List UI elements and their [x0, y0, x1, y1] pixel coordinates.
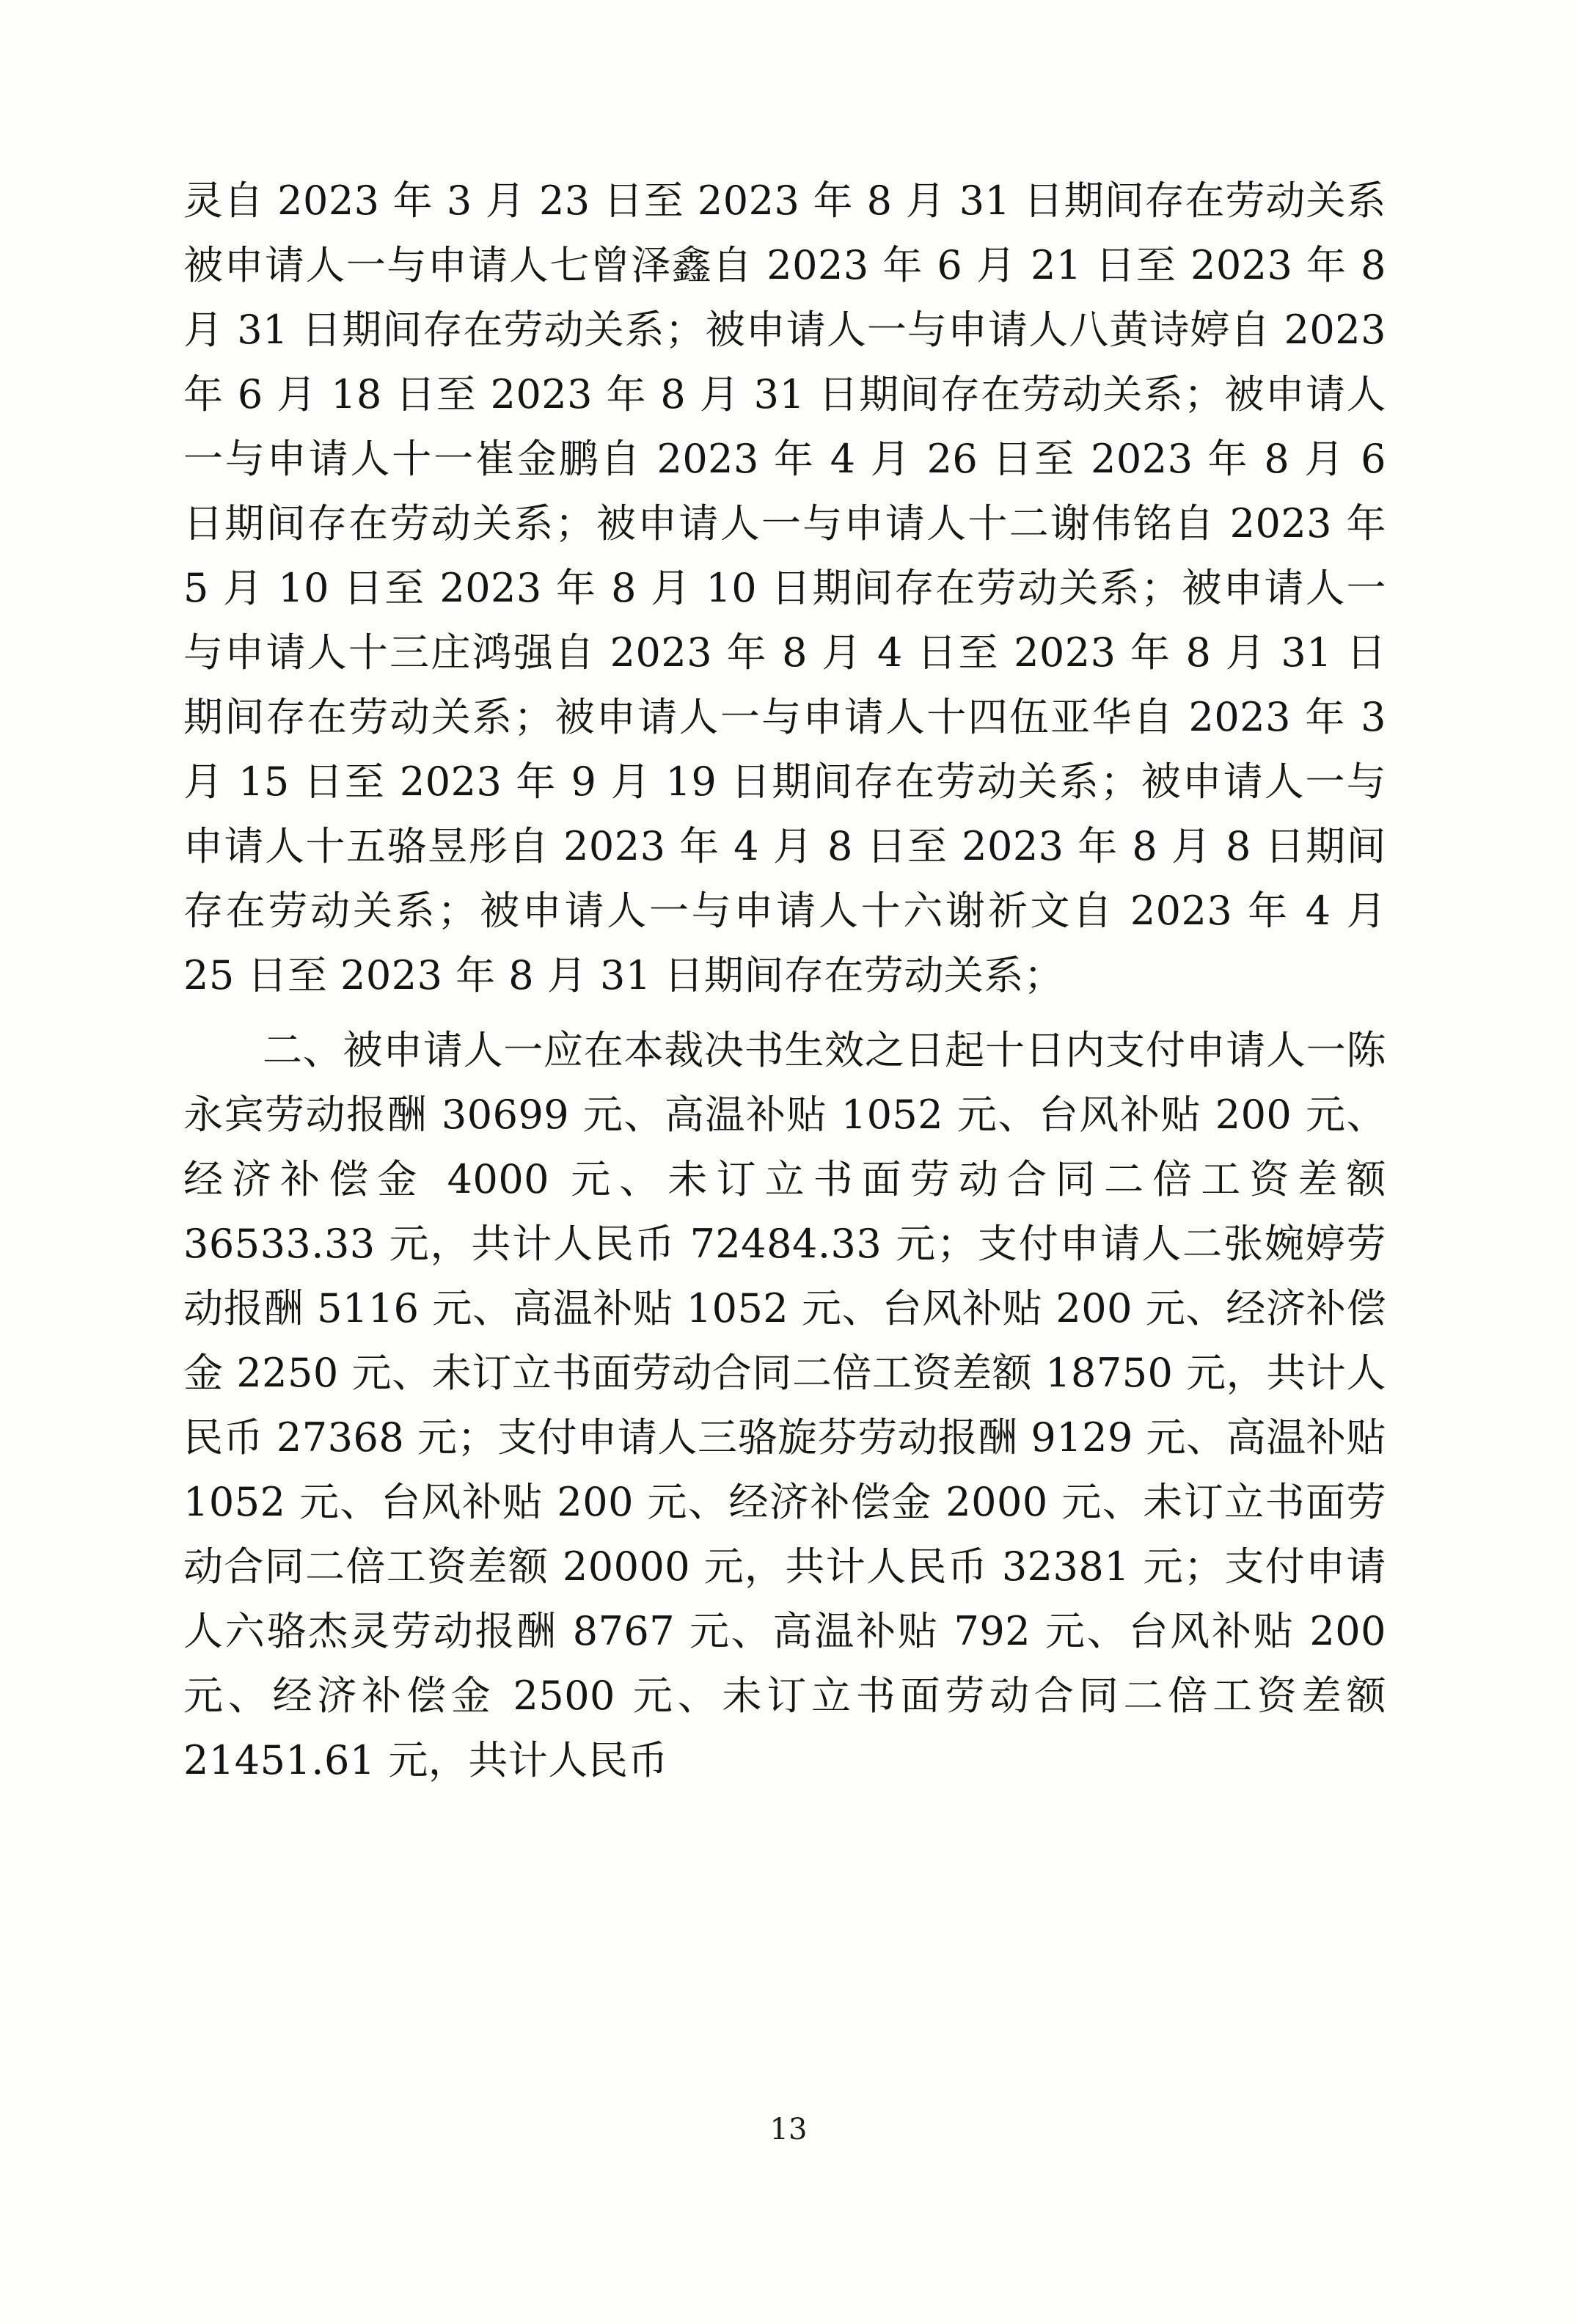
page-number: 13 [769, 2113, 808, 2146]
paragraph-item-two-payments: 二、被申请人一应在本裁决书生效之日起十日内支付申请人一陈永宾劳动报酬 30699 元、高温补贴 1052 元、台风补贴 200 元、经济补偿金 4000 元、未订立书面劳动合同二倍工资差额 36533.33 元，共计人民币 72484.33 元；支付申请人二张婉婷劳动报酬 5116 元、高温补贴 1052 元、台风补贴 200 元、经济补偿金 2250 元、未订立书面劳动合同二倍工资差额 18750 元，共计人民币 27368 元；支付申请人三骆旋芬劳动报酬 9129 元、高温补贴 1052 元、台风补贴 200 元、经济补偿金 2000 元、未订立书面劳动合同二倍工资差额 20000 元，共计人民币 32381 元；支付申请人六骆杰灵劳动报酬 8767 元、高温补贴 792 元、台风补贴 200 元、经济补偿金 2500 元、未订立书面劳动合同二倍工资差额 21451.61 元，共计人民币 [183, 1027, 1386, 1783]
page-content-area [183, 169, 1386, 1793]
paragraph-labor-relations-continued: 灵自 2023 年 3 月 23 日至 2023 年 8 月 31 日期间存在劳动关系被申请人一与申请人七曾泽鑫自 2023 年 6 月 21 日至 2023 年 8 月 31 日期间存在劳动关系；被申请人一与申请人八黄诗婷自 2023 年 6 月 18 日至 2023 年 8 月 31 日期间存在劳动关系；被申请人一与申请人十一崔金鹏自 2023 年 4 月 26 日至 2023 年 8 月 6 日期间存在劳动关系；被申请人一与申请人十二谢伟铭自 2023 年 5 月 10 日至 2023 年 8 月 10 日期间存在劳动关系；被申请人一与申请人十三庄鸿强自 2023 年 8 月 4 日至 2023 年 8 月 31 日期间存在劳动关系；被申请人一与申请人十四伍亚华自 2023 年 3 月 15 日至 2023 年 9 月 19 日期间存在劳动关系；被申请人一与申请人十五骆昱彤自 2023 年 4 月 8 日至 2023 年 8 月 8 日期间存在劳动关系；被申请人一与申请人十六谢祈文自 2023 年 4 月 25 日至 2023 年 8 月 31 日期间存在劳动关系； [183, 178, 1386, 998]
document-body [183, 169, 1386, 1793]
